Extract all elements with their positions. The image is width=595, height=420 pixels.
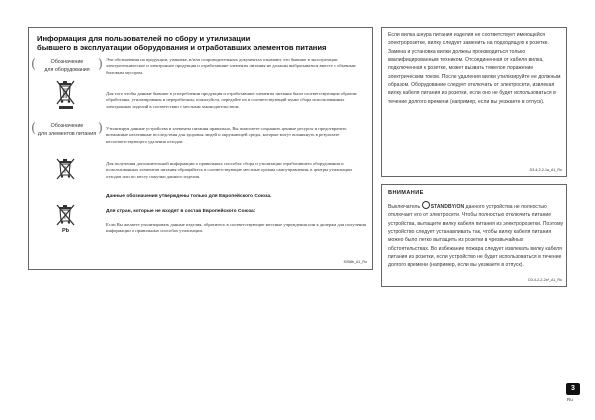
- caution-body: данного устройства не полностью отключает его от электросети. Чтобы полностью отключить питание устройства, вытащите вилку кабеля питания из электророзетки. Поэтому устройство следует устанавливать так, чтобы вилку кабеля питания можно было легко вытащить из розетки в чрезвычайных обстоятельствах. Во избежание пожара следует извлекать вилку кабеля питания из розетки, если устройство не будет использоваться в течение долгого времени (например, если вы уезжаете в отпуск).: [388, 204, 564, 269]
- paragraph-symbols-meaning: Эти обозначения на продукции, упаковке, и/или сопроводительных документах означают, что бывшие в эксплуатации электротехническое и электронное продукция и отработавшие элементы питания не должны выбрасываться вместе с обычным бытовым мусором.: [106, 57, 356, 75]
- paragraph-more-info: Для получения дополнительной информации о правильных способах сбора и утилизации отработавшего оборудования и использованных элементов питания обращайтесь в соответствующие местные органы самоуправления, в центры утилизации отходов или по месту покупки данного изделия.: [106, 161, 352, 179]
- waste-disposal-info-panel: [28, 27, 373, 270]
- caution-prefix: Выключатель: [388, 204, 422, 210]
- caution-text: [388, 200, 564, 270]
- standby-switch-label: STANDBY/ON: [430, 204, 465, 210]
- crossed-out-bin-icon: [56, 79, 78, 111]
- paragraph-non-eu: Если Вы желаете утилизировать данные изделия, обратитесь в соответствующие местные учреждения или к дилерам для получения информации о правильных способах утилизации.: [106, 222, 366, 234]
- notice-code: D3-4-2-2-1a_A1_Ru: [529, 168, 562, 172]
- power-plug-notice-panel: [381, 27, 567, 177]
- page-language: Ru: [567, 397, 573, 402]
- crossed-out-battery-bin-icon: [56, 158, 78, 180]
- page-number: 3: [566, 383, 580, 395]
- crossed-out-lead-battery-bin-icon: [56, 204, 78, 226]
- equipment-caption-line-2: для оборудования: [44, 67, 90, 73]
- equipment-caption-line-1: Обозначение: [50, 59, 84, 65]
- eu-only-heading: Данные обозначения утверждены только для Европейского Союза.: [106, 194, 272, 199]
- equipment-symbol-caption: ( Обозначение для оборудования ): [31, 57, 103, 73]
- battery-caption-line-1: Обозначение: [50, 123, 84, 129]
- caution-title: ВНИМАНИЕ: [388, 190, 424, 196]
- panel-title: [37, 34, 367, 53]
- panel-title-line-1: Информация для пользователей по сбору и утилизации: [37, 34, 251, 43]
- paragraph-benefits: Утилизируя данные устройства и элементы питания правильно, Вы помогаете сохранить ценные ресурсы и предотвратить возможные негативные последствия для здоровья людей и окружающей среды, которые могут возникнуть в результате несоответствующего удаления отходов.: [106, 126, 347, 144]
- non-eu-heading: Для стран, которые не входят в состав Европейского Союза:: [106, 209, 256, 214]
- document-code: K058b_A1_Ru: [343, 260, 367, 264]
- battery-caption-line-2: для элементов питания: [37, 131, 97, 137]
- lead-symbol-label: Pb: [62, 228, 70, 234]
- battery-symbol-caption: ( Обозначение для элементов питания ): [31, 121, 103, 137]
- power-plug-notice-text: Если вилка шнура питания изделия не соответствует имеющейся электророзетке, вилку следует заменить на подходящую к розетке. Замена и установка вилки должны производиться только квалифицированным техником. Отсоединенная от кабеля вилка, подключенная к розетке, может вызвать тяжелое поражение электрическим током. После удаления вилки утилизируйте ее должным образом. Оборудование следует отключать от электросети, извлекая вилку кабеля питания из розетки, если оно не будет использоваться в течение долгого времени (например, если вы уезжаете в отпуск).: [388, 32, 561, 105]
- caution-panel: [381, 184, 567, 287]
- paragraph-collection: Для того чтобы данные бывшие в употреблении продукция и отработавшие элементы питания были соответствующим образом обработаны, утилизированы и переработаны, пожалуйста, передайте их в соответствующий пункт сбора использованных электронных изделий в соответствии с местным законодательством.: [106, 91, 357, 109]
- caution-code: D3-4-2-2-2a*_A1_Ru: [528, 278, 562, 282]
- panel-title-line-2: бывшего в эксплуатации оборудования и отработавших элементов питания: [37, 43, 327, 53]
- power-standby-icon: [422, 201, 430, 209]
